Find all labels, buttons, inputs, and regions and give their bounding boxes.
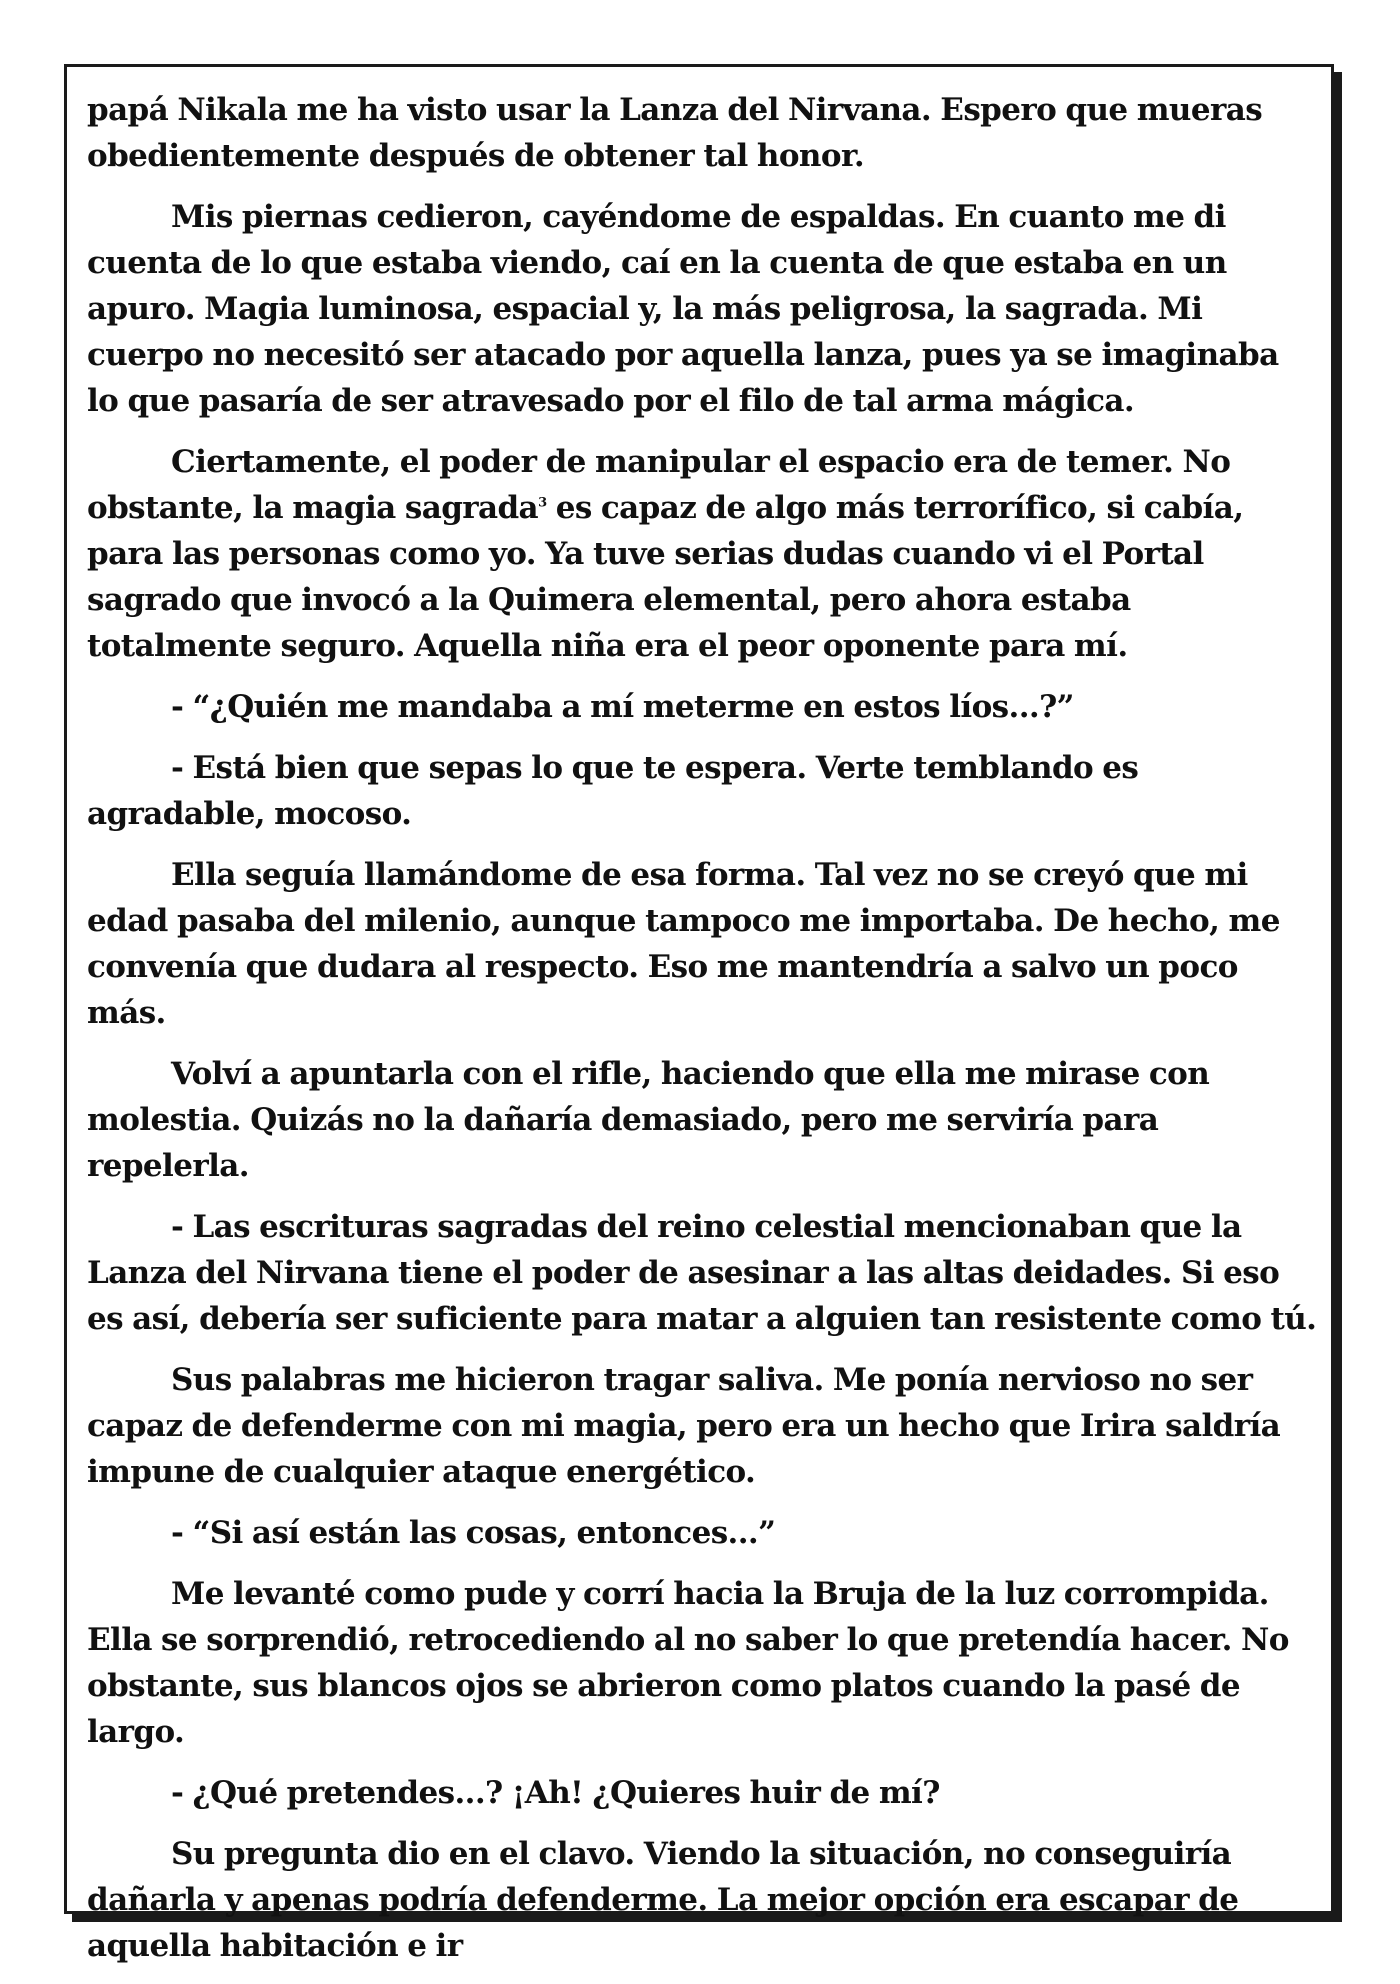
paragraph-1: papá Nikala me ha visto usar la Lanza del Nirvana. Espero que mueras obedientemente después de obtener tal honor.: [87, 92, 1263, 174]
paragraph-3-text-after: es capaz de algo más terrorífico, si cabía, para las personas como yo. Ya tuve serias dudas cuando vi el Portal sagrado que invocó a la Quimera elemental, pero ahora estaba totalmente seguro. Aquella niña era el peor oponente para mí.: [87, 490, 1244, 664]
paragraph-9: Sus palabras me hicieron tragar saliva. Me ponía nervioso no ser capaz de defenderme con mi magia, pero era un hecho que Irira saldría impune de cualquier ataque energético.: [87, 1362, 1281, 1490]
paragraph-5: - Está bien que sepas lo que te espera. Verte temblando es agradable, mocoso.: [87, 750, 1139, 832]
paragraph-2: Mis piernas cedieron, cayéndome de espaldas. En cuanto me di cuenta de lo que estaba viendo, caí en la cuenta de que estaba en un apuro. Magia luminosa, espacial y, la más peligrosa, la sagrada. Mi cuerpo no necesitó ser atacado por aquella lanza, pues ya se imaginaba lo que pasaría de ser atravesado por el filo de tal arma mágica.: [87, 199, 1279, 419]
paragraph-6: Ella seguía llamándome de esa forma. Tal vez no se creyó que mi edad pasaba del milenio, aunque tampoco me importaba. De hecho, me convenía que dudara al respecto. Eso me mantendría a salvo un poco más.: [87, 857, 1280, 1031]
paragraph-3: [87, 439, 1317, 669]
paragraph-8: - Las escrituras sagradas del reino celestial mencionaban que la Lanza del Nirvana tiene el poder de asesinar a las altas deidades. Si eso es así, debería ser suficiente para matar a alguien tan resistente como tú.: [87, 1209, 1317, 1337]
paragraph-13: Su pregunta dio en el clavo. Viendo la situación, no conseguiría dañarla y apenas podría defenderme. La mejor opción era escapar de aquella habitación e ir: [87, 1836, 1239, 1964]
page-text: [87, 87, 1317, 1984]
paragraph-3-text-before: Ciertamente, el poder de manipular el espacio era de temer. No obstante, la magia sagrada: [87, 444, 1231, 526]
page-frame: [64, 64, 1334, 1964]
footnote-marker[interactable]: 3: [538, 495, 547, 511]
paragraph-11: Me levanté como pude y corrí hacia la Bruja de la luz corrompida. Ella se sorprendió, retrocediendo al no saber lo que pretendía hacer. No obstante, sus blancos ojos se abrieron como platos cuando la pasé de largo.: [87, 1576, 1289, 1750]
paragraph-10: - “Si así están las cosas, entonces...”: [171, 1515, 776, 1551]
paragraph-4: - “¿Quién me mandaba a mí meterme en estos líos...?”: [171, 689, 1074, 725]
paragraph-7: Volví a apuntarla con el rifle, haciendo que ella me mirase con molestia. Quizás no la dañaría demasiado, pero me serviría para repelerla.: [87, 1056, 1210, 1184]
paragraph-12: - ¿Qué pretendes...? ¡Ah! ¿Quieres huir de mí?: [171, 1775, 940, 1811]
